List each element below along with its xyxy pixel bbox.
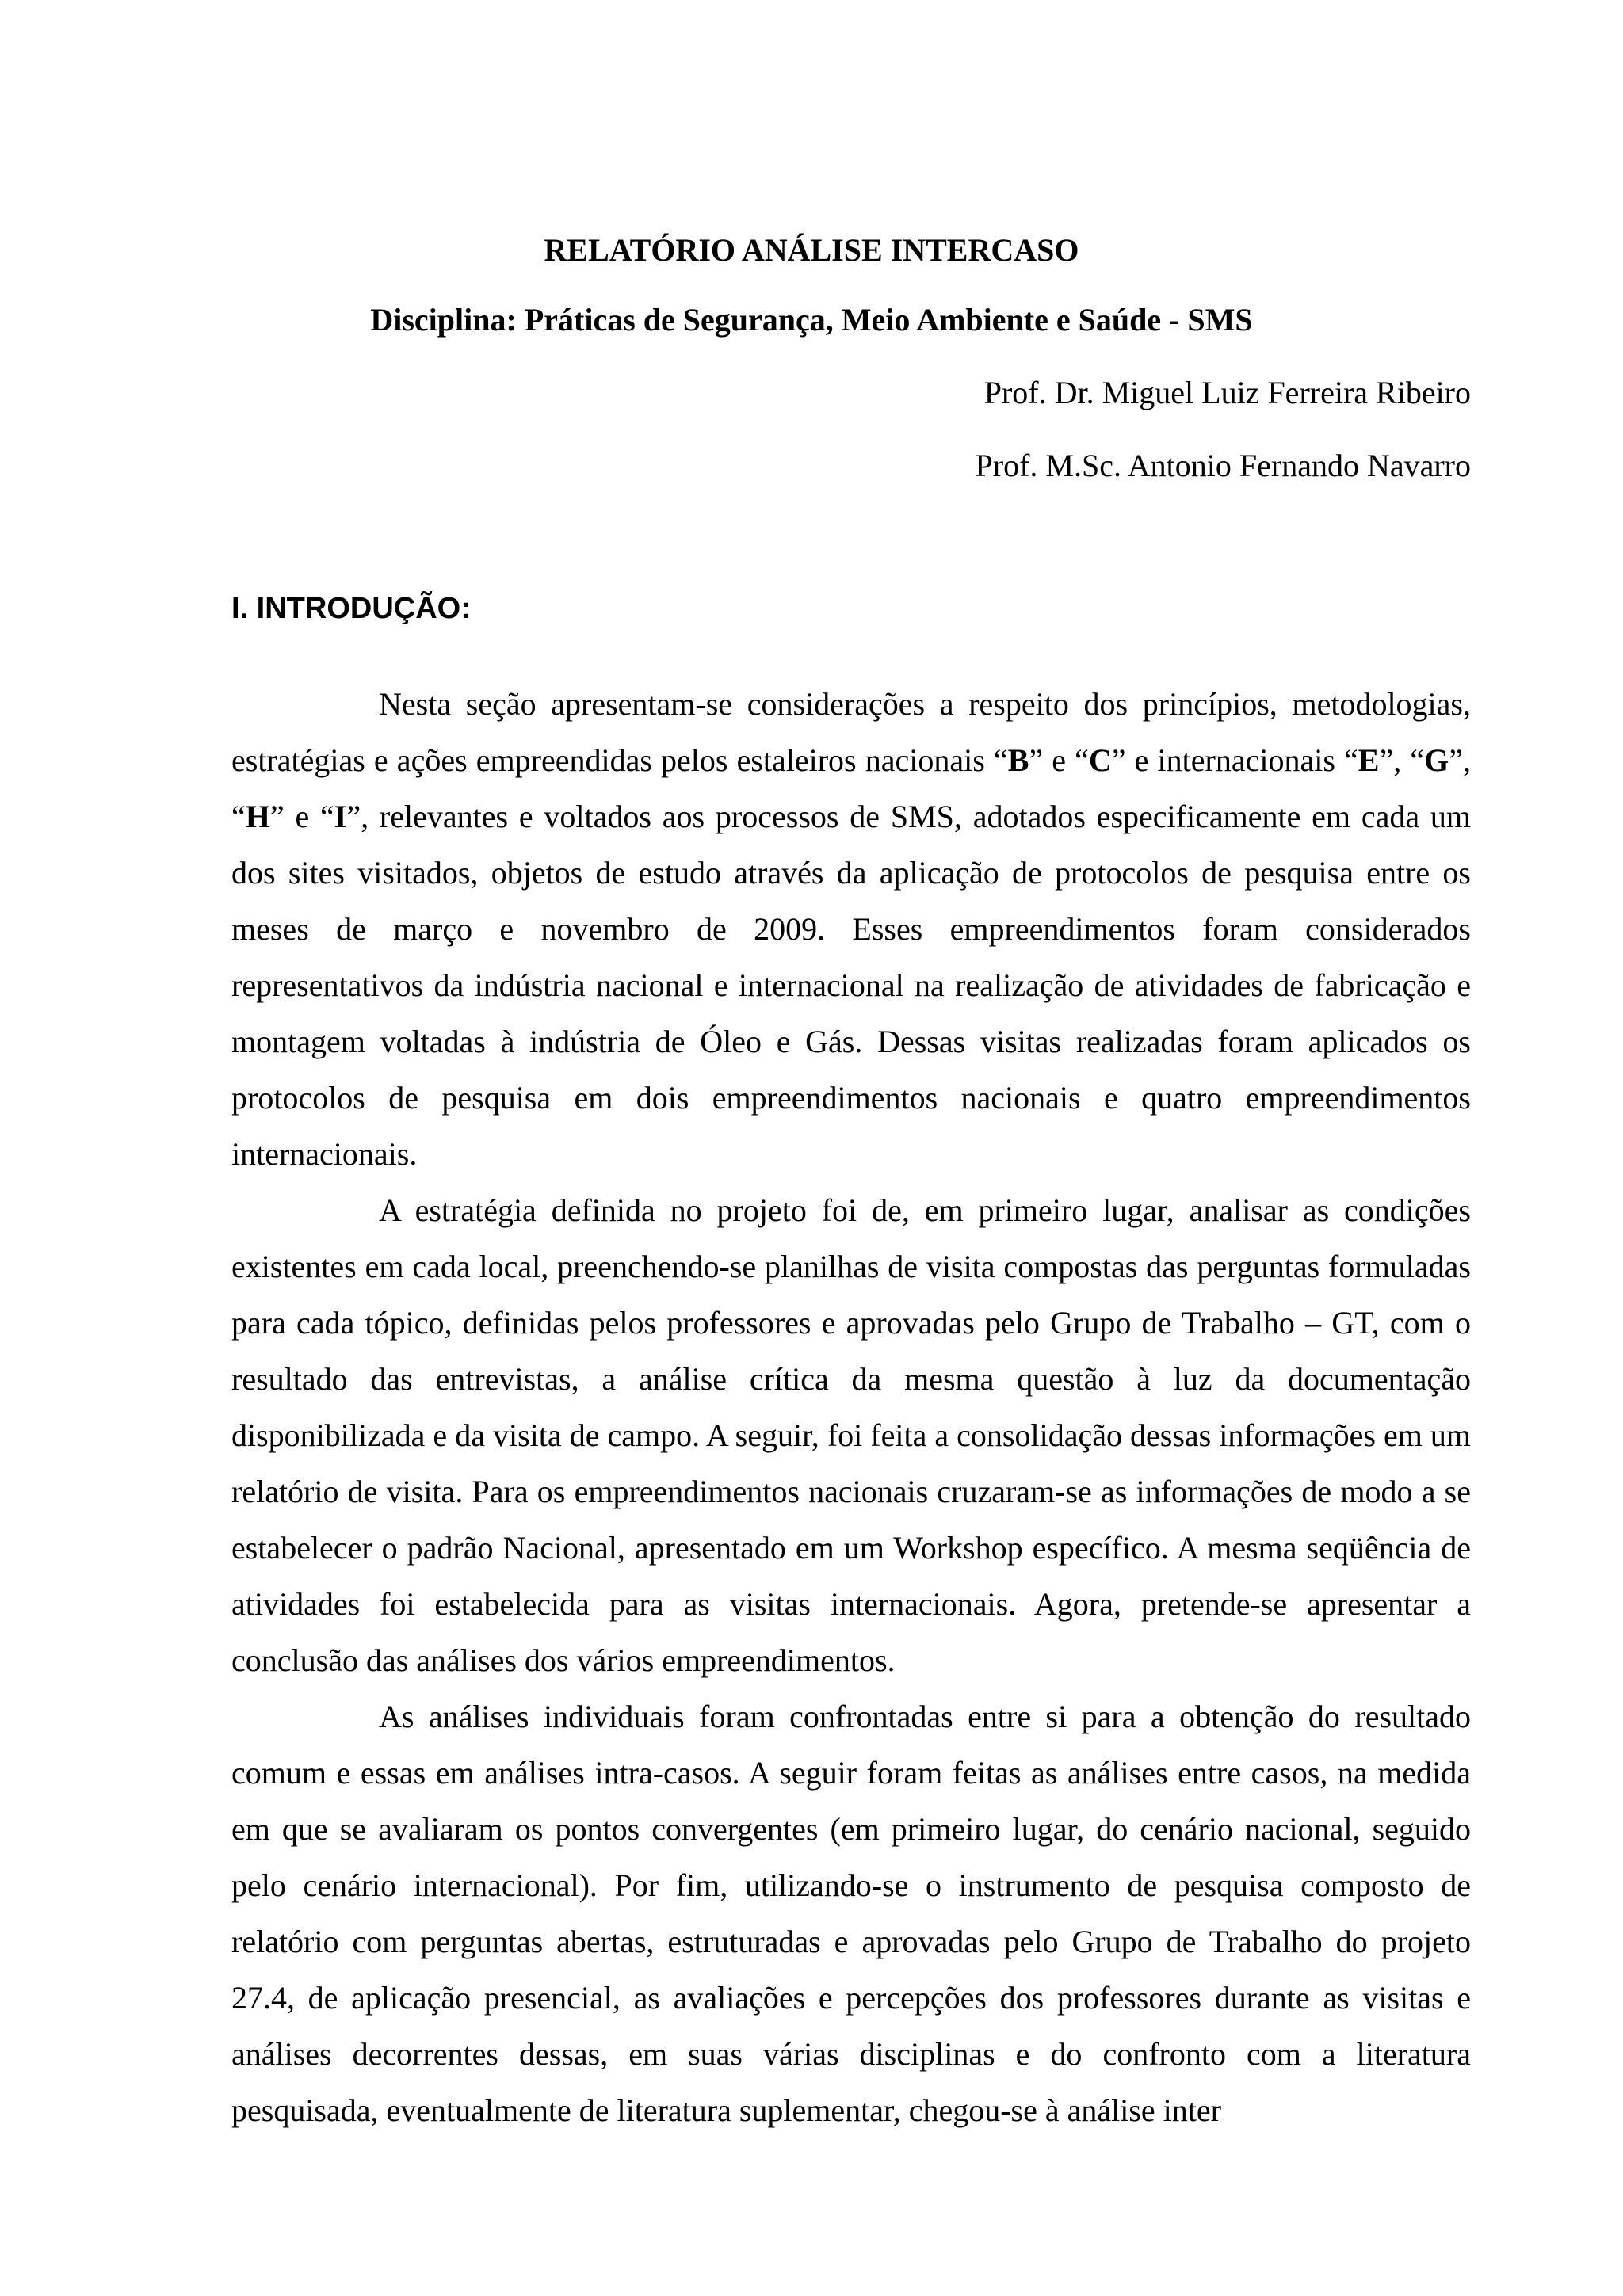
paragraph-1: Nesta seção apresentam-se considerações a respeito dos princípios, metodologias, estratégias e ações empreendidas pelos estaleiros nacionais “B” e “C” e internacionais “E”, “G”, “H” e “I”, relevantes e voltados aos processos de SMS, adotados especificamente em cada um dos sites visitados, objetos de estudo através da aplicação de protocolos de pesquisa entre os meses de março e novembro de 2009. Esses empreendimentos foram considerados representativos da indústria nacional e internacional na realização de atividades de fabricação e montagem voltadas à indústria de Óleo e Gás. Dessas visitas realizadas foram aplicados os protocolos de pesquisa em dois empreendimentos nacionais e quatro empreendimentos internacionais. — [231, 686, 1471, 1172]
section-heading: I. INTRODUÇÃO: — [231, 592, 471, 625]
document-subtitle: Disciplina: Práticas de Segurança, Meio Ambiente e Saúde - SMS — [370, 302, 1253, 338]
body-text — [231, 676, 1471, 2138]
author-2: Prof. M.Sc. Antonio Fernando Navarro — [975, 448, 1471, 483]
document-title: RELATÓRIO ANÁLISE INTERCASO — [544, 232, 1079, 268]
paragraph-3: As análises individuais foram confrontadas entre si para a obtenção do resultado comum e essas em análises intra-casos. A seguir foram feitas as análises entre casos, na medida em que se avaliaram os pontos convergentes (em primeiro lugar, do cenário nacional, seguido pelo cenário internacional). Por fim, utilizando-se o instrumento de pesquisa composto de relatório com perguntas abertas, estruturadas e aprovadas pelo Grupo de Trabalho do projeto 27.4, de aplicação presencial, as avaliações e percepções dos professores durante as visitas e análises decorrentes dessas, em suas várias disciplinas e do confronto com a literatura pesquisada, eventualmente de literatura suplementar, chegou-se à análise inter — [231, 1699, 1471, 2128]
author-1: Prof. Dr. Miguel Luiz Ferreira Ribeiro — [983, 375, 1471, 410]
paragraph-2: A estratégia definida no projeto foi de, em primeiro lugar, analisar as condições existentes em cada local, preenchendo-se planilhas de visita compostas das perguntas formuladas para cada tópico, definidas pelos professores e aprovadas pelo Grupo de Trabalho – GT, com o resultado das entrevistas, a análise crítica da mesma questão à luz da documentação disponibilizada e da visita de campo. A seguir, foi feita a consolidação dessas informações em um relatório de visita. Para os empreendimentos nacionais cruzaram-se as informações de modo a se estabelecer o padrão Nacional, apresentado em um Workshop específico. A mesma seqüência de atividades foi estabelecida para as visitas internacionais. Agora, pretende-se apresentar a conclusão das análises dos vários empreendimentos. — [231, 1192, 1471, 1678]
